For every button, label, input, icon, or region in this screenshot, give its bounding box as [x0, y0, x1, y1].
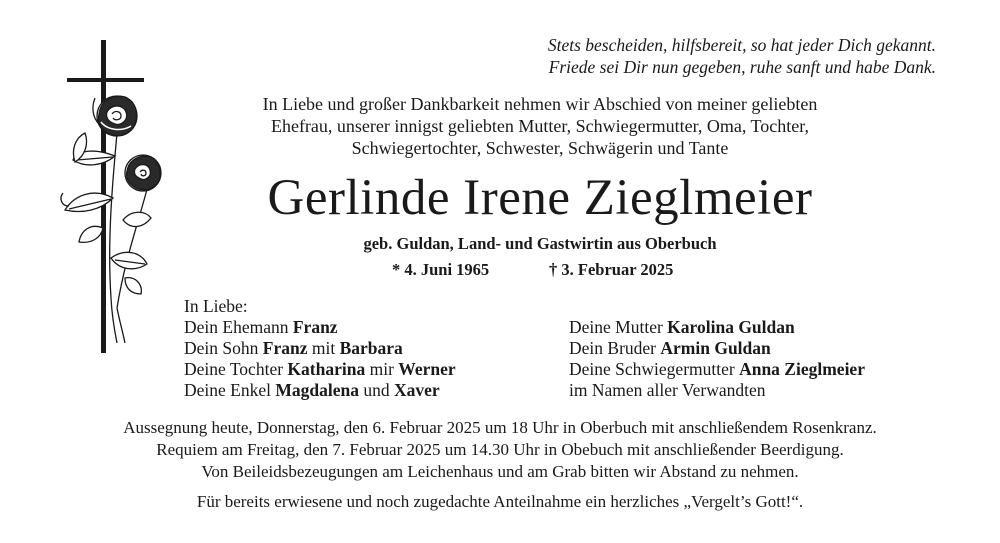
family-left-column [184, 296, 456, 401]
intro-line-3: Schwiegertochter, Schwester, Schwägerin und Tante [351, 138, 729, 158]
family-right-column [569, 317, 865, 401]
family-row: Deine Schwiegermutter Anna Zieglmeier [569, 359, 865, 379]
family-row: Dein Bruder Armin Guldan [569, 338, 771, 358]
intro-text [150, 93, 930, 159]
birth-date: * 4. Juni 1965 [392, 260, 490, 279]
motto-line-2: Friede sei Dir nun gegeben, ruhe sanft und habe Dank. [548, 57, 936, 77]
family-row: Deine Enkel Magdalena und Xaver [184, 380, 440, 400]
service-line-1: Aussegnung heute, Donnerstag, den 6. Februar 2025 um 18 Uhr in Oberbuch mit anschließendem Rosenkranz. [123, 418, 877, 437]
death-date: † 3. Februar 2025 [549, 260, 674, 279]
service-line-2: Requiem am Freitag, den 7. Februar 2025 um 14.30 Uhr in Obebuch mit anschließender Beerdigung. [156, 440, 844, 459]
family-row: Dein Sohn Franz mit Barbara [184, 338, 403, 358]
motto-verse [236, 34, 936, 78]
intro-line-2: Ehefrau, unserer innigst geliebten Mutter, Schwiegermutter, Oma, Tochter, [270, 116, 810, 136]
family-row: im Namen aller Verwandten [569, 380, 766, 400]
service-line-3: Von Beileidsbezeugungen am Leichenhaus und am Grab bitten wir Abstand zu nehmen. [201, 462, 799, 481]
family-row: Deine Mutter Karolina Guldan [569, 317, 795, 337]
deceased-maiden-name: geb. Guldan, Land- und Gastwirtin aus Oberbuch [363, 234, 717, 253]
thanks-line: Für bereits erwiesene und noch zugedachte Anteilnahme ein herzliches „Vergelt’s Gott!“. [196, 492, 804, 511]
family-row: Deine Tochter Katharina mir Werner [184, 359, 456, 379]
family-heading: In Liebe: [184, 296, 248, 316]
service-details [40, 417, 960, 483]
family-row: Dein Ehemann Franz [184, 317, 338, 337]
motto-line-1: Stets bescheiden, hilfsbereit, so hat jeder Dich gekannt. [547, 35, 936, 55]
intro-line-1: In Liebe und großer Dankbarkeit nehmen wir Abschied von meiner geliebten [262, 94, 818, 114]
deceased-name: Gerlinde Irene Zieglmeier [267, 170, 813, 226]
